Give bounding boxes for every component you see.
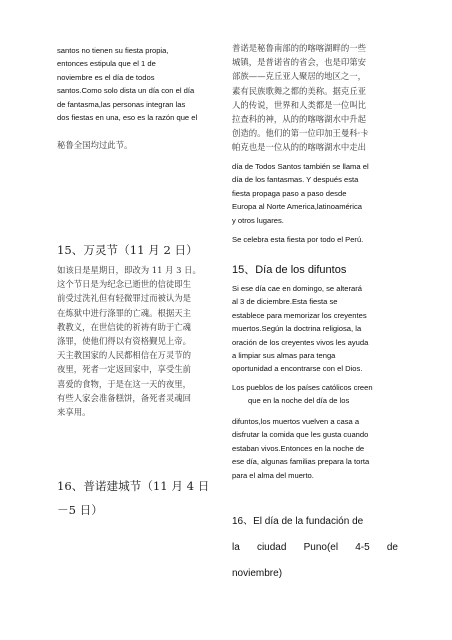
text-line: muertos.Según la doctrina religiosa, la xyxy=(232,324,362,334)
heading-line: la ciudad Puno(el 4-5 de xyxy=(232,542,398,553)
right-paragraph-spanish-1 xyxy=(232,160,402,227)
right-paragraph-spanish-3 xyxy=(232,282,404,376)
text-line: 普诺是秘鲁南部的的喀喀湖畔的一些 xyxy=(232,43,366,53)
text-line: oportunidad a encontrarse con el Dios. xyxy=(232,364,363,374)
text-line: fiesta propaga paso a paso desde xyxy=(232,188,347,198)
text-line: ese día, algunas familias prepara la torta xyxy=(232,457,370,467)
text-line: a limpiar sus almas para tenga xyxy=(232,351,336,361)
text-line: 前受过洗礼但有轻微罪过而被认为是 xyxy=(57,293,191,304)
text-line: 夜里，死者一定返回家中，享受生前 xyxy=(57,364,191,375)
text-line: y otros lugares. xyxy=(232,215,284,225)
left-paragraph-1-chinese: 秘鲁全国均过此节。 xyxy=(57,140,133,150)
heading-line: 16、El día de la fundación de xyxy=(232,516,364,527)
text-line: 有些人家会准备糕饼，备死者灵魂回 xyxy=(57,392,191,403)
text-line: santos.Como solo dista un día con el día xyxy=(57,86,195,96)
right-paragraph-spanish-4 xyxy=(232,381,404,408)
text-line: 创造的。他们的第一位印加王曼科·卡 xyxy=(232,128,369,139)
right-paragraph-spanish-5 xyxy=(232,415,404,482)
text-line: 教教义，在世信徒的祈祷有助于亡魂 xyxy=(57,321,191,332)
right-paragraph-chinese xyxy=(232,41,400,155)
text-line: santos no tienen su fiesta propia, xyxy=(57,46,169,55)
text-line: 帕克也是一位从的的喀喀湖水中走出 xyxy=(232,142,366,153)
text-line: 部族——克丘亚人聚居的地区之一， xyxy=(232,71,366,82)
text-line: difuntos,los muertos vuelven a casa a xyxy=(232,417,360,426)
text-line: 城镇，是普诺省的省会，也是印第安 xyxy=(232,57,366,68)
text-line: de fantasma,las personas integran las xyxy=(57,99,186,109)
text-line: 天主教国家的人民都相信在万灵节的 xyxy=(57,350,191,361)
heading-15-chinese: 15、万灵节（11 月 2 日） xyxy=(57,243,198,257)
text-line: 如该日是星期日，即改为 11 月 3 日。 xyxy=(57,265,201,275)
text-line: establece para memorizar los creyentes xyxy=(232,310,367,320)
text-line: 喜爱的食物，于是在这一天的夜里， xyxy=(57,378,191,389)
text-line: 涤罪，使他们得以有资格觐见上帝。 xyxy=(57,336,191,347)
left-paragraph-2-chinese xyxy=(57,263,229,419)
text-line: 人的传说，世界和人类都是一位叫比 xyxy=(232,99,366,110)
text-line: 素有民族歌舞之都的美称。据克丘亚 xyxy=(232,85,366,96)
text-line: 来享用。 xyxy=(57,407,91,418)
left-paragraph-1 xyxy=(57,44,227,124)
text-line: 拉查科的神，从的的喀喀湖水中升起 xyxy=(232,114,366,125)
heading-line: noviembre) xyxy=(232,568,283,579)
text-line: Europa al Norte America,latinoamérica xyxy=(232,202,362,212)
text-line: oración de los creyentes vivos les ayuda xyxy=(232,337,369,347)
heading-line: 16、普诺建城节（11 月 4 日 xyxy=(57,479,210,493)
text-line: Si ese día cae en domingo, se alterará xyxy=(232,284,363,293)
text-line: para el alma del muerto. xyxy=(232,470,314,480)
heading-16-spanish xyxy=(232,509,398,587)
text-line: dos fiestas en una, eso es la razón que el xyxy=(57,113,198,123)
text-line: disfrutar la comida que les gusta cuando xyxy=(232,430,369,440)
text-line-indented: que en la noche del día de los xyxy=(248,396,350,406)
text-line: al 3 de diciembre.Esta fiesta se xyxy=(232,297,338,307)
text-line: Los pueblos de los países católicos creen xyxy=(232,383,373,392)
text-line: noviembre es el día de todos xyxy=(57,72,155,82)
heading-line: －5 日） xyxy=(57,503,103,517)
text-line: estaban vivos.Entonces en la noche de xyxy=(232,443,365,453)
text-line: 这个节日是为纪念已逝世的信徒即生 xyxy=(57,279,191,290)
text-line: día de los fantasmas. Y después esta xyxy=(232,175,359,185)
right-paragraph-spanish-2: Se celebra esta fiesta por todo el Perú. xyxy=(232,235,364,244)
text-line: entonces estipula que el 1 de xyxy=(57,59,156,69)
heading-15-spanish: 15、Día de los difuntos xyxy=(232,264,347,276)
heading-16-chinese xyxy=(57,474,229,522)
text-line: 在炼狱中进行涤罪的亡魂。根据天主 xyxy=(57,307,191,318)
text-line: día de Todos Santos también se llama el xyxy=(232,162,369,171)
